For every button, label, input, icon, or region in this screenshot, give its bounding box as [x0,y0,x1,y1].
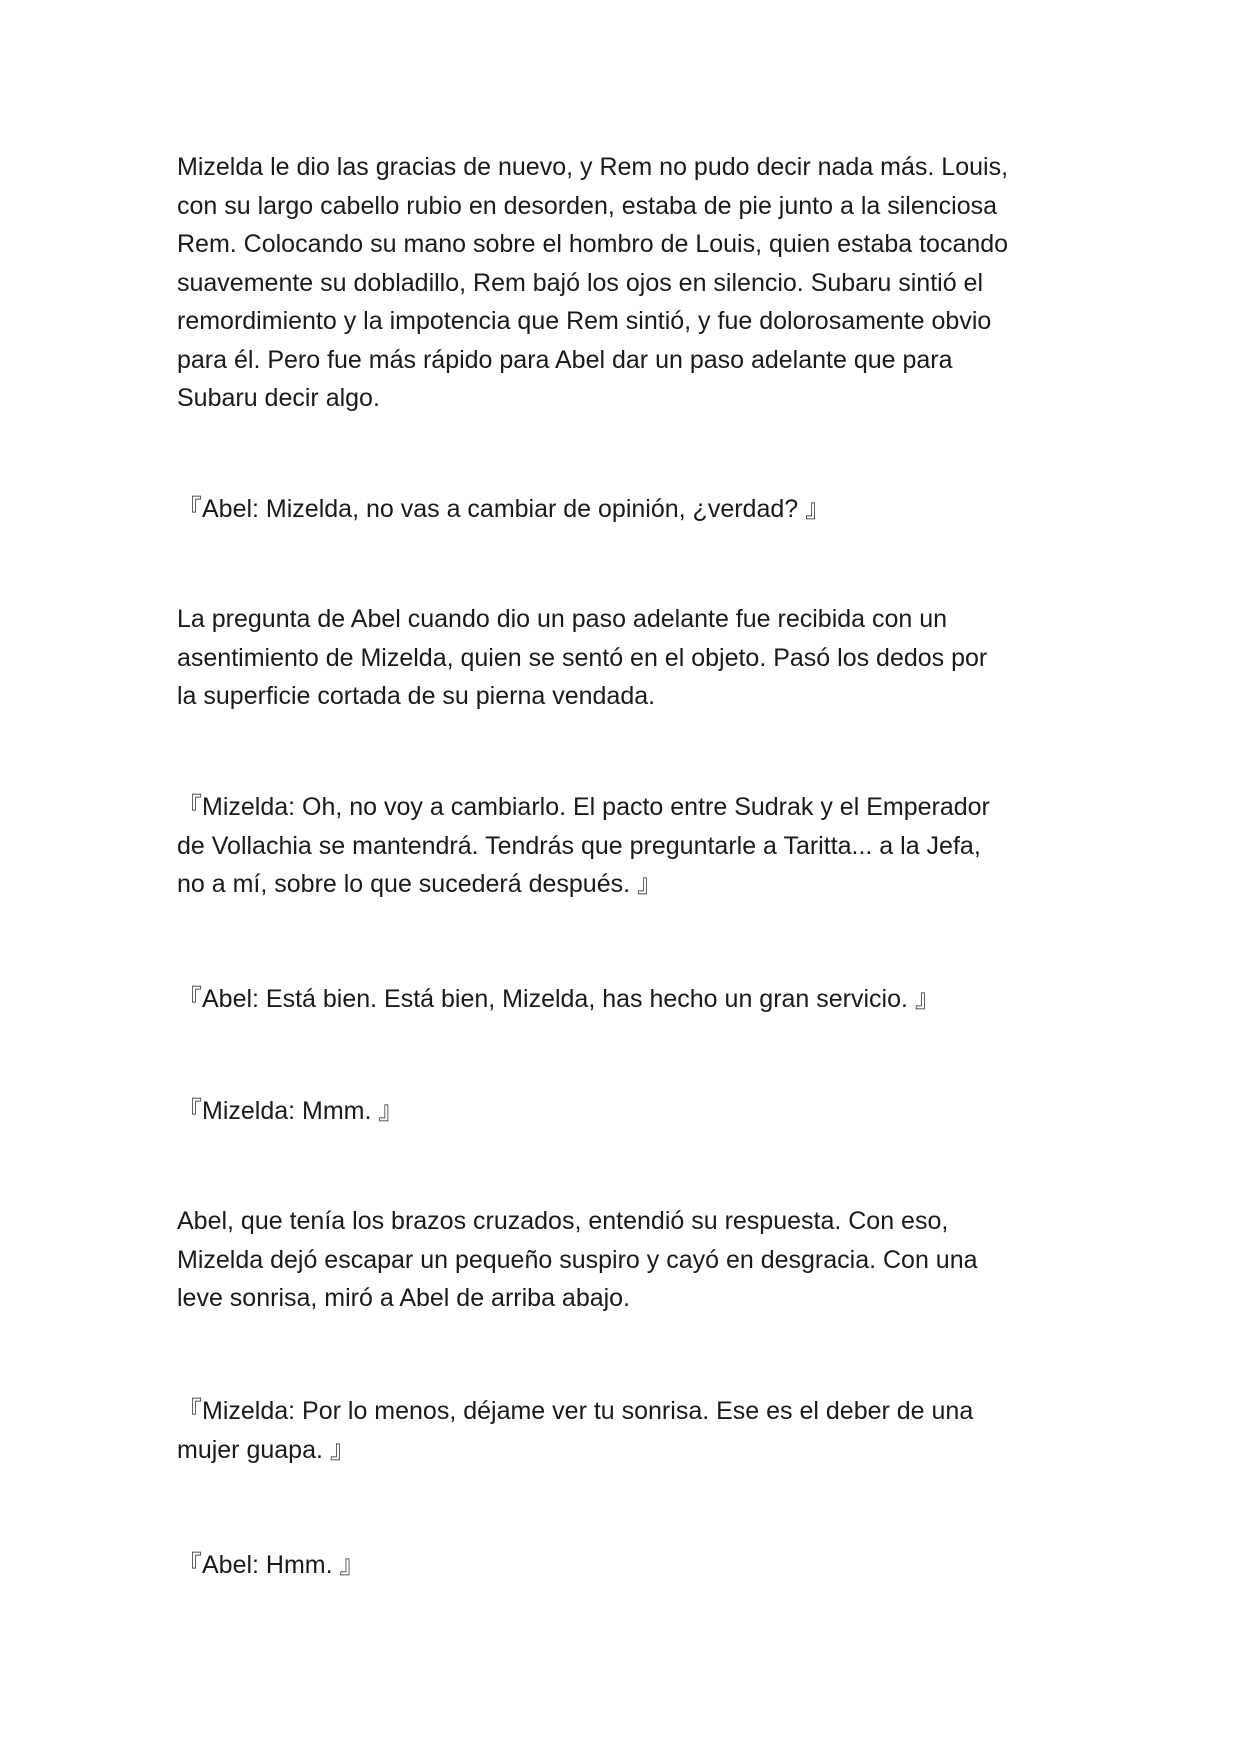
dialogue-line: 『Abel: Mizelda, no vas a cambiar de opinión, ¿verdad? 』 [177,495,831,523]
narration-paragraph: Mizelda le dio las gracias de nuevo, y Rem no pudo decir nada más. Louis, con su largo cabello rubio en desorden, estaba de pie junto a la silenciosa Rem. Colocando su mano sobre el hombro de Louis, quien estaba tocando suavemente su dobladillo, Rem bajó los ojos en silencio. Subaru sintió el remordimiento y la impotencia que Rem sintió, y fue dolorosamente obvio para él. Pero fue más rápido para Abel dar un paso adelante que para Subaru decir algo. [177,153,1009,412]
dialogue-line: 『Abel: Hmm. 』 [177,1551,365,1579]
narration-paragraph: La pregunta de Abel cuando dio un paso adelante fue recibida con un asentimiento de Mizelda, quien se sentó en el objeto. Pasó los dedos por la superficie cortada de su pierna vendada. [177,605,988,710]
narration-paragraph: Abel, que tenía los brazos cruzados, entendió su respuesta. Con eso, Mizelda dejó escapar un pequeño suspiro y cayó en desgracia. Con una leve sonrisa, miró a Abel de arriba abajo. [177,1207,978,1312]
dialogue-line: 『Mizelda: Oh, no voy a cambiarlo. El pacto entre Sudrak y el Emperador de Vollachia se mantendrá. Tendrás que preguntarle a Taritta... a la Jefa, no a mí, sobre lo que sucederá después. 』 [177,793,990,898]
dialogue-line: 『Mizelda: Por lo menos, déjame ver tu sonrisa. Ese es el deber de una mujer guapa. 』 [177,1397,974,1464]
dialogue-line: 『Mizelda: Mmm. 』 [177,1097,404,1125]
dialogue-line: 『Abel: Está bien. Está bien, Mizelda, has hecho un gran servicio. 』 [177,985,940,1013]
